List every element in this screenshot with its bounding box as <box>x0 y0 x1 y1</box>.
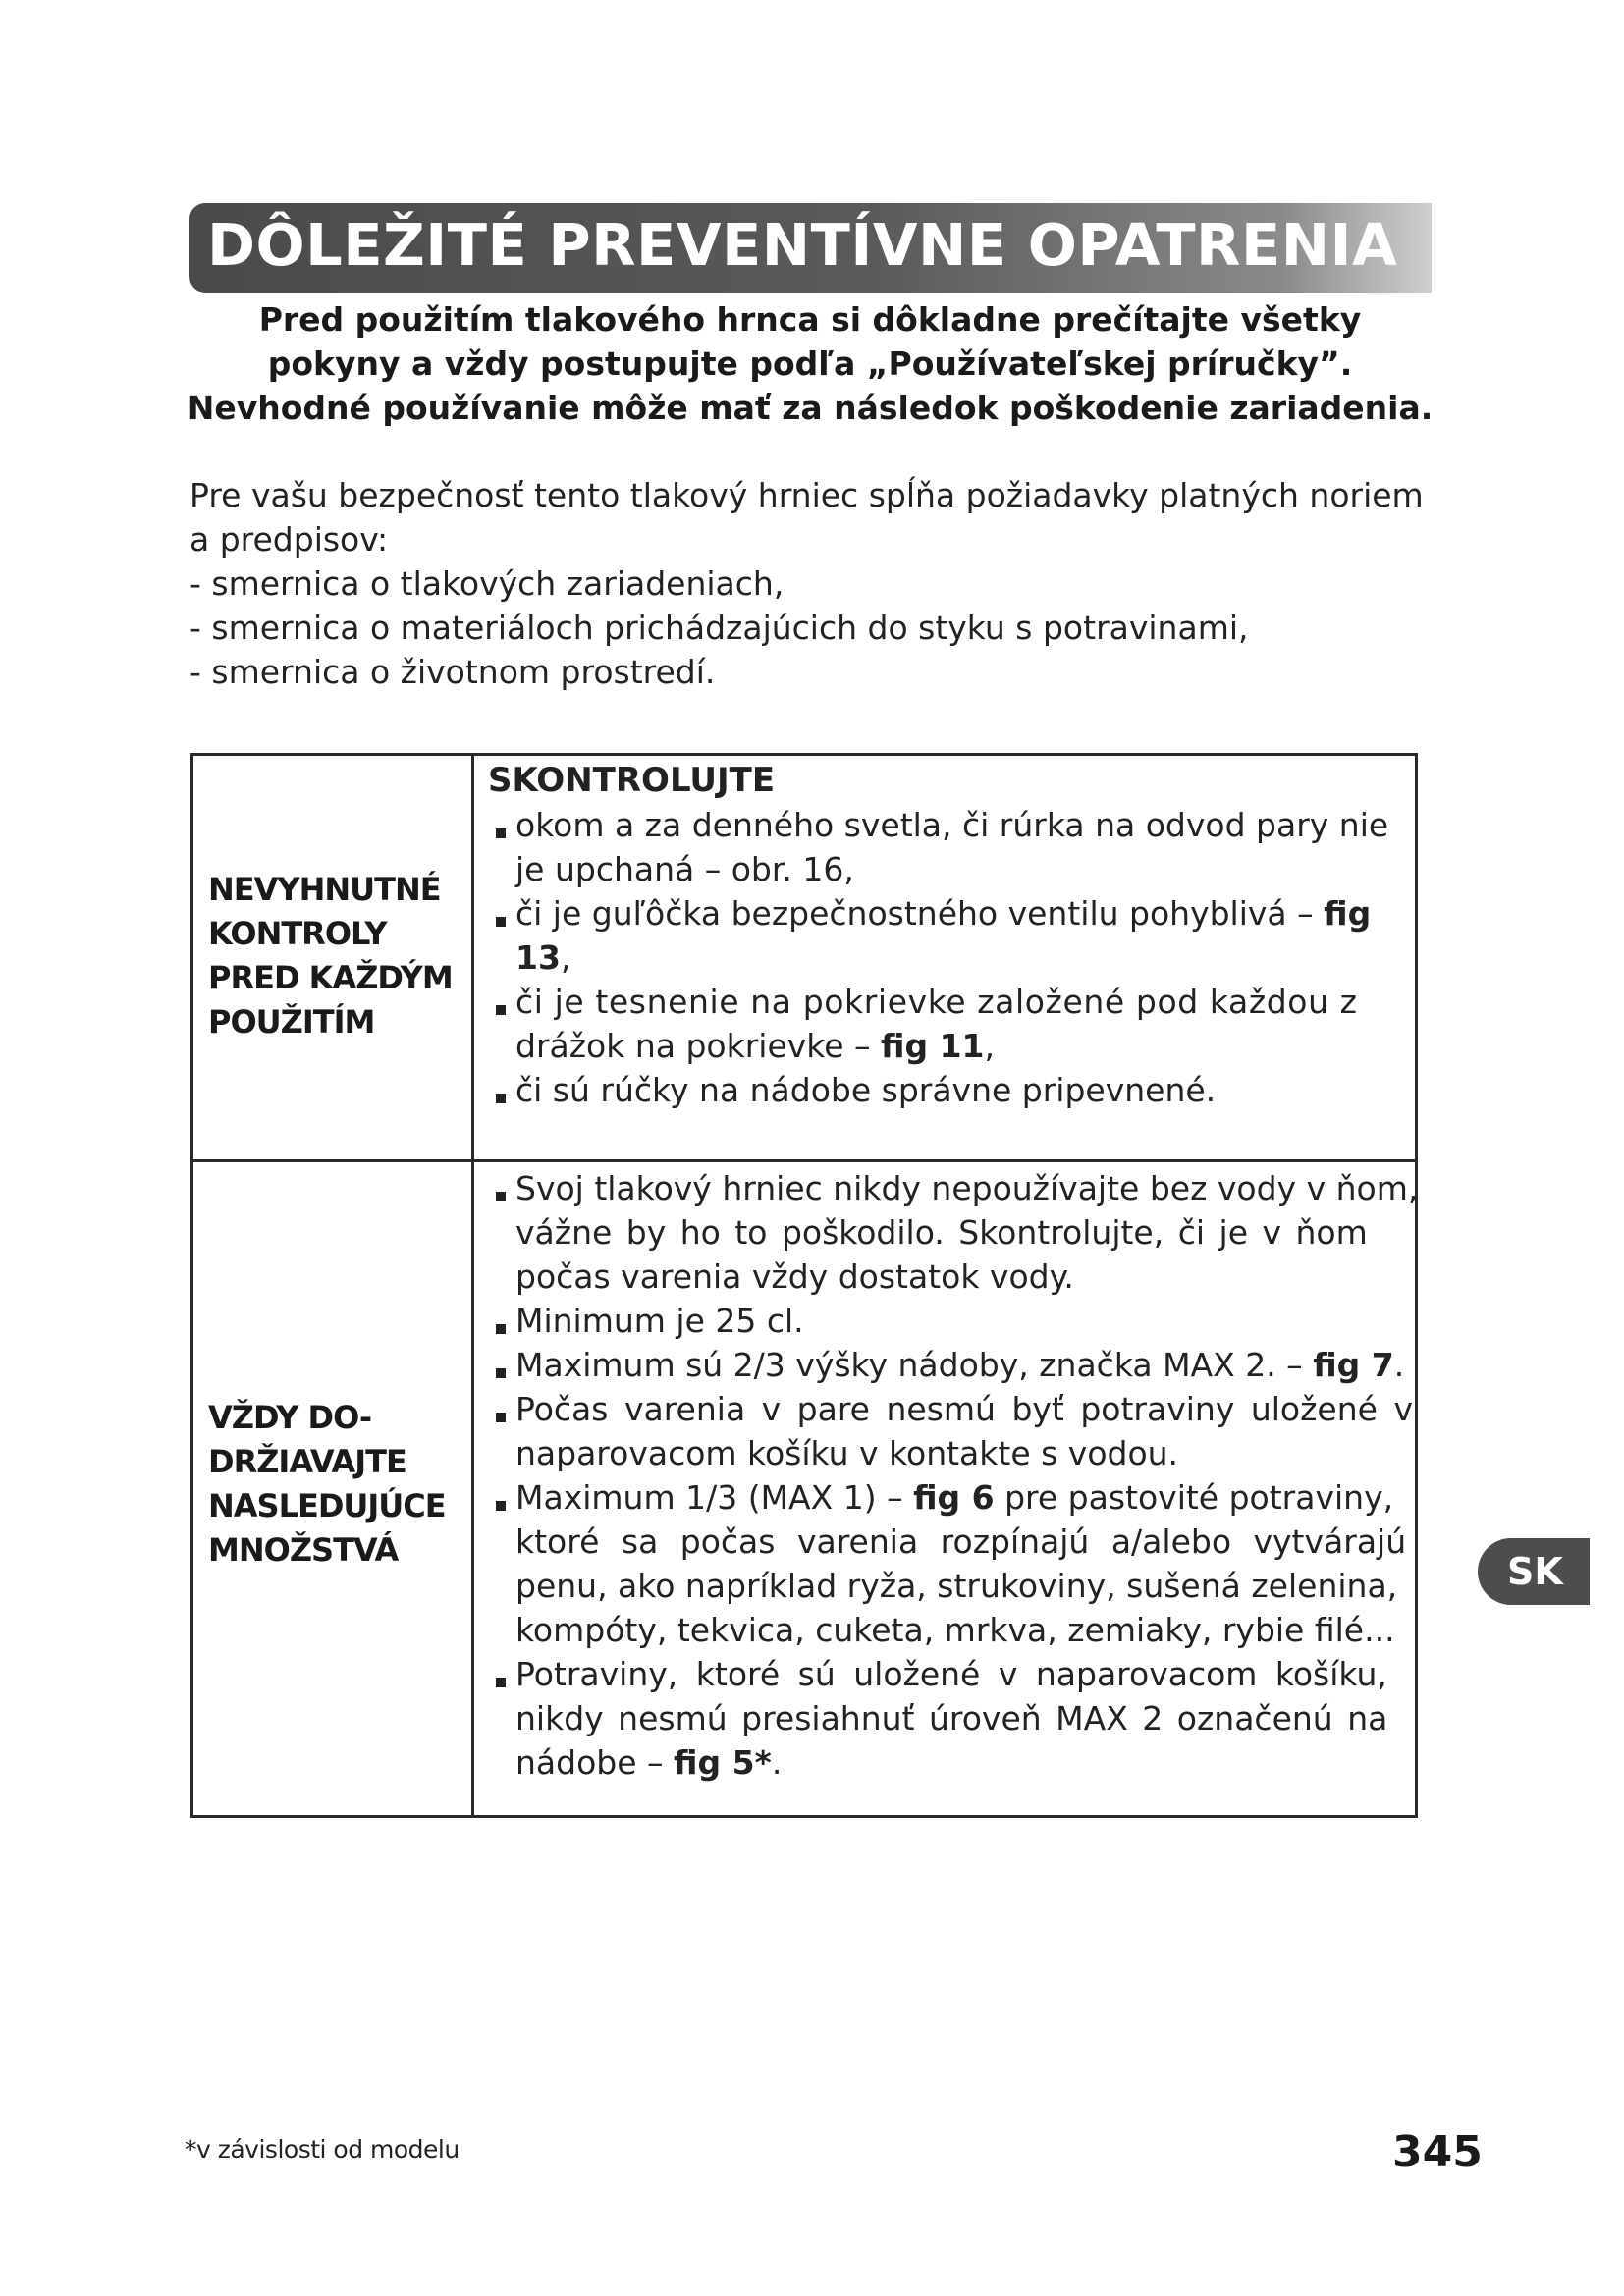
item-text: je upchaná – obr. 16, <box>515 850 854 888</box>
row2-header-line: NASLEDUJÚCE <box>208 1487 446 1524</box>
list-item <box>488 980 1431 1068</box>
bullet-square-icon <box>496 828 506 838</box>
item-text: drážok na pokrievke – <box>515 1027 882 1065</box>
row1-header-line: KONTROLY <box>208 915 387 952</box>
figure-ref: fig 11 <box>881 1027 985 1065</box>
intro-line-1: Pred použitím tlakového hrnca si dôkladne prečítajte všetky <box>258 300 1362 339</box>
item-text: či sú rúčky na nádobe správne pripevnené. <box>515 1071 1217 1109</box>
item-text: , <box>984 1027 996 1065</box>
body-line-4: - smernica o materiáloch prichádzajúcich do styku s potravinami, <box>189 609 1249 647</box>
item-text: naparovacom košíku v kontakte s vodou. <box>515 1434 1179 1472</box>
table-row-divider <box>193 1159 1415 1162</box>
bullet-square-icon <box>496 1192 506 1201</box>
item-text: Maximum sú 2/3 výšky nádoby, značka MAX 2. – <box>515 1346 1314 1384</box>
row1-header <box>208 868 463 1044</box>
item-text: , <box>560 938 571 977</box>
bullet-square-icon <box>496 1324 506 1334</box>
row2-header-line: MNOŽSTVÁ <box>208 1531 399 1569</box>
item-text: Maximum 1/3 (MAX 1) – <box>515 1478 914 1517</box>
section-title-bar <box>189 203 1432 293</box>
item-text: okom a za denného svetla, či rúrka na odvod pary nie <box>515 806 1389 844</box>
list-item <box>488 1652 1431 1785</box>
footnote: *v závislosti od modelu <box>185 2135 460 2163</box>
item-text: Svoj tlakový hrniec nikdy nepoužívajte bez vody v ňom, <box>515 1169 1419 1207</box>
row2-header-line: VŽDY DO- <box>208 1399 372 1436</box>
body-line-2: a predpisov: <box>189 520 389 559</box>
row2-header <box>208 1396 463 1573</box>
table-column-divider <box>471 756 474 1815</box>
body-line-3: - smernica o tlakových zariadeniach, <box>189 564 785 603</box>
bullet-square-icon <box>496 1413 506 1422</box>
item-text: kompóty, tekvica, cuketa, mrkva, zemiaky, rybie filé... <box>515 1611 1395 1649</box>
list-item <box>488 1475 1431 1652</box>
item-text: počas varenia vždy dostatok vody. <box>515 1257 1074 1296</box>
row2-header-line: DRŽIAVAJTE <box>208 1443 406 1480</box>
list-item <box>488 803 1431 891</box>
item-text: ktoré sa počas varenia rozpínajú a/alebo vytvárajú <box>515 1522 1407 1561</box>
standards-paragraph <box>189 473 1466 694</box>
body-line-1: Pre vašu bezpečnosť tento tlakový hrniec spĺňa požiadavky platných noriem <box>189 476 1424 514</box>
item-text: Počas varenia v pare nesmú byť potraviny uložené v <box>515 1390 1413 1428</box>
figure-ref: fig 6 <box>913 1478 995 1517</box>
list-item <box>488 1068 1431 1112</box>
check-heading: SKONTROLUJTE <box>488 761 776 800</box>
row1-header-line: POUŽITÍM <box>208 1003 375 1041</box>
item-text: . <box>1393 1346 1405 1384</box>
bullet-square-icon <box>496 1501 506 1511</box>
item-text: nikdy nesmú presiahnuť úroveň MAX 2 označenú na <box>515 1699 1388 1737</box>
bullet-square-icon <box>496 1368 506 1378</box>
intro-line-3: Nevhodné používanie môže mať za následok poškodenie zariadenia. <box>187 389 1434 427</box>
row2-content <box>488 1166 1431 1785</box>
language-tab <box>1478 1538 1590 1605</box>
intro-line-2: pokyny a vždy postupujte podľa „Používateľskej príručky”. <box>267 345 1353 383</box>
figure-ref: 13 <box>515 938 561 977</box>
item-text: pre pastovité potraviny, <box>994 1478 1394 1517</box>
row1-header-line: PRED KAŽDÝM <box>208 959 453 996</box>
bullet-square-icon <box>496 1678 506 1687</box>
item-text: . <box>771 1743 783 1782</box>
row1-content <box>488 759 1431 1112</box>
item-text: nádobe – <box>515 1743 675 1782</box>
item-text: či je guľôčka bezpečnostného ventilu pohyblivá – <box>515 894 1325 933</box>
bullet-square-icon <box>496 1094 506 1103</box>
list-item <box>488 891 1431 980</box>
precautions-table <box>190 753 1418 1818</box>
list-item <box>488 1166 1431 1299</box>
item-text: penu, ako napríklad ryža, strukoviny, sušená zelenina, <box>515 1567 1398 1605</box>
language-tab-label: SK <box>1507 1550 1563 1593</box>
item-text: či je tesnenie na pokrievke založené pod každou z <box>515 983 1358 1021</box>
list-item <box>488 1299 1431 1343</box>
row1-header-line: NEVYHNUTNÉ <box>208 871 441 908</box>
list-item <box>488 1343 1431 1387</box>
intro-warning <box>167 297 1453 430</box>
bullet-square-icon <box>496 917 506 927</box>
body-line-5: - smernica o životnom prostredí. <box>189 653 716 691</box>
list-item <box>488 1387 1431 1475</box>
page-number: 345 <box>1392 2127 1483 2177</box>
figure-ref: fig 5* <box>674 1743 772 1782</box>
figure-ref: fig 7 <box>1313 1346 1394 1384</box>
item-text: Potraviny, ktoré sú uložené v naparovacom košíku, <box>515 1655 1387 1693</box>
figure-ref: fig <box>1324 894 1372 933</box>
section-title: DÔLEŽITÉ PREVENTÍVNE OPATRENIA <box>207 211 1398 279</box>
item-text: vážne by ho to poškodilo. Skontrolujte, či je v ňom <box>515 1213 1368 1252</box>
bullet-square-icon <box>496 1005 506 1015</box>
item-text: Minimum je 25 cl. <box>515 1302 804 1340</box>
